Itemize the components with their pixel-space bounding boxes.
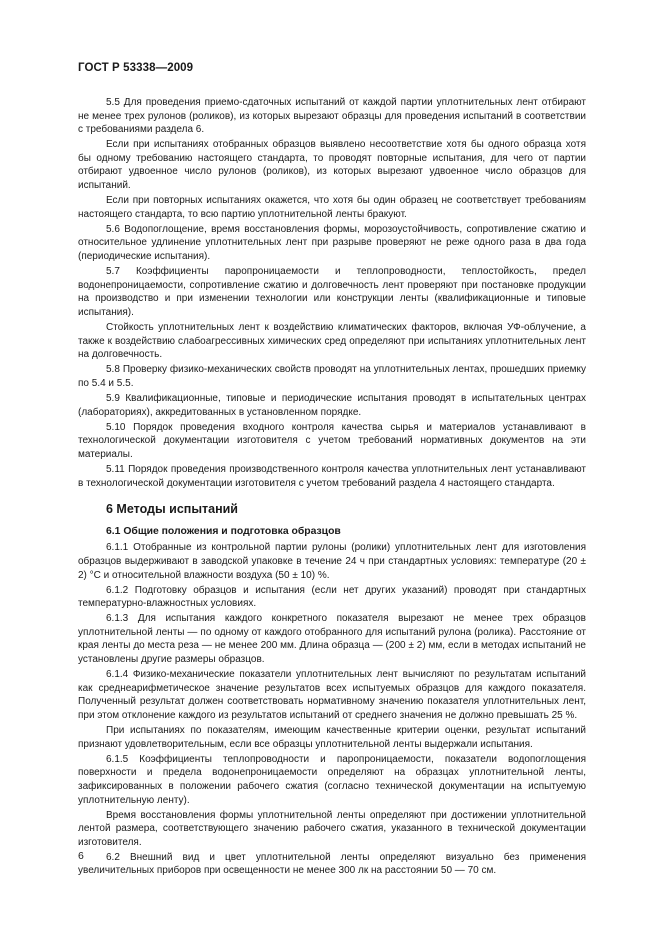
paragraph-6-1-2: 6.1.2 Подготовку образцов и испытания (если нет других указаний) проводят при стандартных температурно-влажностных условиях. [78,584,586,610]
subsection-heading: 6.1 Общие положения и подготовка образцов [106,525,341,537]
paragraph-5-8: 5.8 Проверку физико-механических свойств проводят на уплотнительных лентах, прошедших приемку по 5.4 и 5.5. [78,364,586,389]
paragraph-5-11: 5.11 Порядок проведения производственного контроля качества уплотнительных лент устанавливают в технологической документации изготовителя с учетом требований раздела 4 настоящего стандарта. [78,463,586,489]
document-body [78,96,586,880]
paragraph-6-1-1: 6.1.1 Отобранные из контрольной партии рулоны (ролики) уплотнительных лент для изготовления образцов выдерживают в заводской упаковке в течение 24 ч при стандартных условиях: температуре (20 ± 2) °С и относительной влажности воздуха (50 ± 10) %. [78,542,586,581]
paragraph: При испытаниях по показателям, имеющим качественные критерии оценки, результат испытаний признают удовлетворительным, если все образцы уплотнительной ленты выдержали испытания. [78,725,586,750]
paragraph-5-6: 5.6 Водопоглощение, время восстановления формы, морозоустойчивость, сопротивление сжатию и относительное удлинение уплотнительных лент при разрыве проверяют не реже одного раза в два года (периодические испытания). [78,223,586,263]
standard-header: ГОСТ Р 53338—2009 [78,62,194,74]
page-number: 6 [78,850,84,862]
paragraph: Стойкость уплотнительных лент к воздействию климатических факторов, включая УФ-облучение, а также к воздействию слабоагрессивных химических сред определяют при испытаниях уплотнительных лент на долговечность. [78,322,586,361]
paragraph-5-10: 5.10 Порядок проведения входного контроля качества сырья и материалов устанавливают в технологической документации изготовителя с учетом требований нормативных документов на эти материалы. [78,421,586,460]
section-heading: 6 Методы испытаний [106,502,238,517]
paragraph-6-2: 6.2 Внешний вид и цвет уплотнительной ленты определяют визуально без применения увеличительных приборов при освещенности не менее 300 лк на расстоянии 50 — 70 см. [78,851,586,877]
paragraph-6-1-5: 6.1.5 Коэффициенты теплопроводности и паропроницаемости, показатели водопоглощения поверхности и предела водонепроницаемости определяют на образцах уплотнительной ленты, зафиксированных в положении рабочего сжатия (согласно технической документации на испытуемую уплотнительную ленту). [78,753,586,806]
paragraph: Время восстановления формы уплотнительной ленты определяют при достижении уплотнительной лентой размера, соответствующего значению рабочего сжатия, указанного в технической документации изготовителя. [78,809,586,848]
paragraph-6-1-3: 6.1.3 Для испытания каждого конкретного показателя вырезают не менее трех образцов уплотнительной ленты — по одному от каждого отобранного для испытаний рулона (ролика). Расстояние от края ленты до места реза — не менее 200 мм. Длина образца — (200 ± 2) мм, если в методах испытаний не установлены другие размеры образцов. [78,613,586,666]
paragraph-5-7: 5.7 Коэффициенты паропроницаемости и теплопроводности, теплостойкость, предел водонепроницаемости, сопротивление сжатию и долговечность лент проверяют при постановке продукции на производство и при изменении технологии или конструкции ленты (квалификационные и типовые испытания). [78,266,586,318]
paragraph: Если при повторных испытаниях окажется, что хотя бы один образец не соответствует требованиям настоящего стандарта, то всю партию уплотнительной ленты бракуют. [78,195,586,220]
paragraph: Если при испытаниях отобранных образцов выявлено несоответствие хотя бы одного образца хотя бы одному требованию настоящего стандарта, то проводят повторные испытания, для чего от партии отбирают удвоенное число рулонов (роликов), из которых вырезают удвоенное число образцов для испытаний. [78,139,586,192]
paragraph-6-1-4: 6.1.4 Физико-механические показатели уплотнительных лент вычисляют по результатам испытаний как среднеарифметическое значение результатов всех испытуемых образцов для каждого показателя. Полученный результат должен соответствовать нормативному значению показателя уплотнительных лент, при этом отклонение каждого из результатов испытаний от среднего значения не должно превышать 25 %. [78,669,586,721]
paragraph-5-5: 5.5 Для проведения приемо-сдаточных испытаний от каждой партии уплотнительных лент отбирают не менее трех рулонов (роликов), из которых вырезают образцы для проведения испытаний в соответствии с требованиями раздела 6. [78,97,586,136]
paragraph-5-9: 5.9 Квалификационные, типовые и периодические испытания проводят в испытательных центрах (лабораториях), аккредитованных в установленном порядке. [78,392,586,418]
